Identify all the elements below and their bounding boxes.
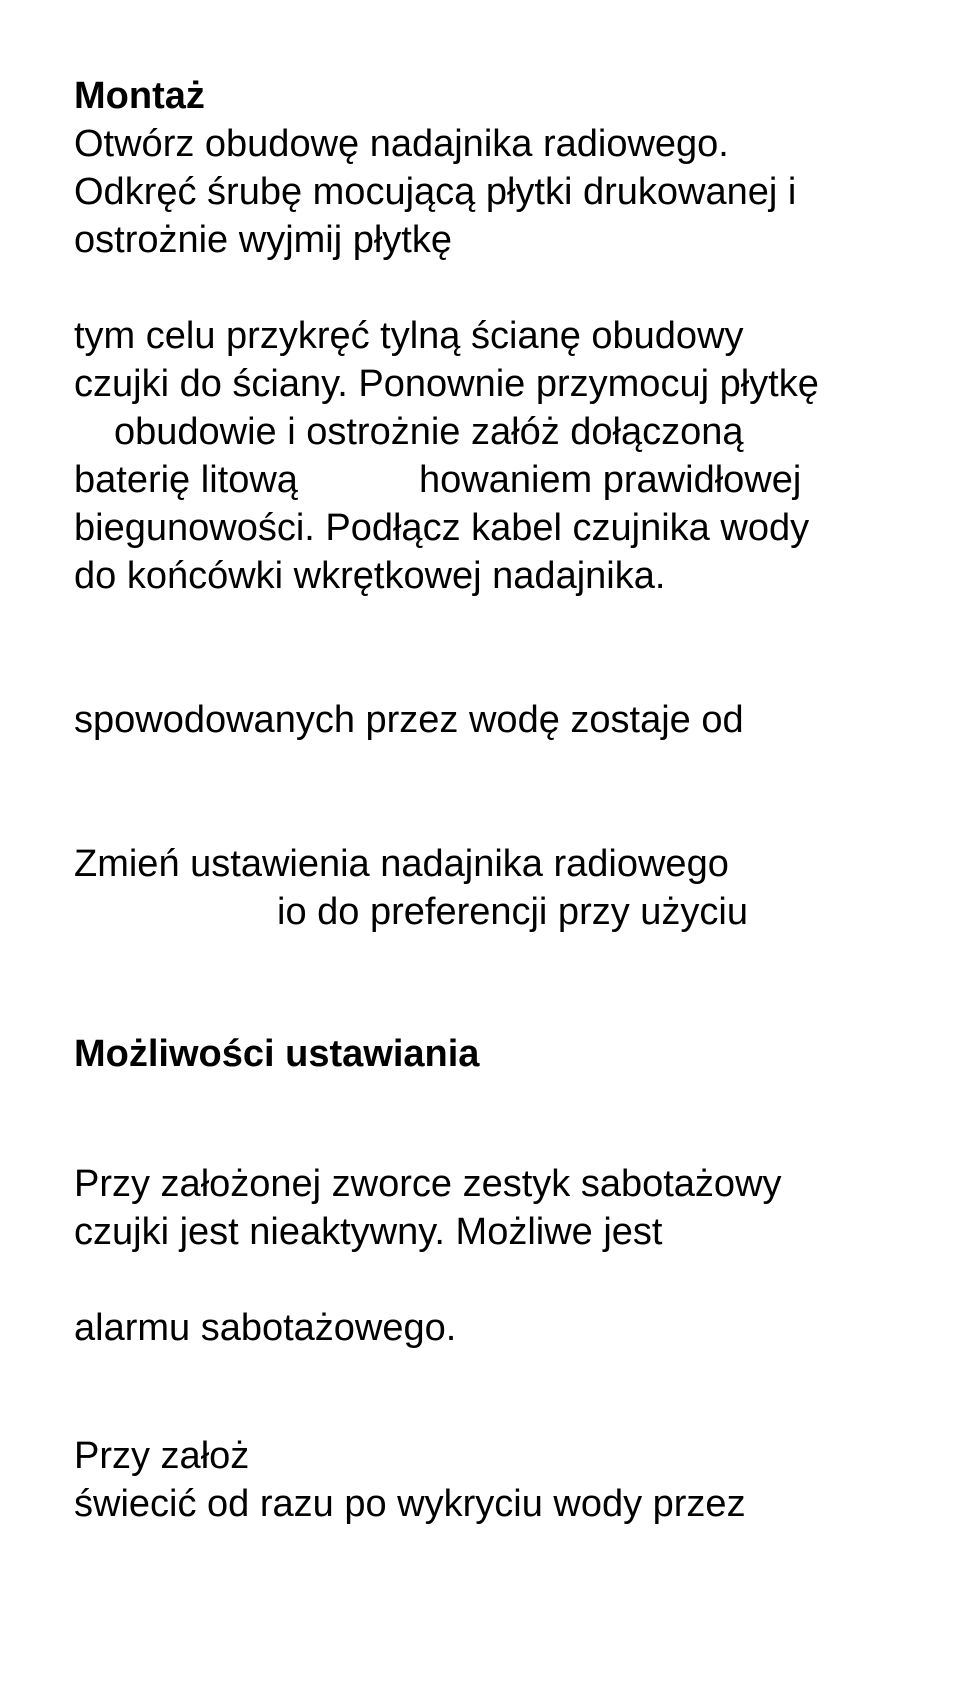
heading-montaz: Montaż bbox=[74, 75, 205, 117]
text-line: biegunowości. Podłącz kabel czujnika wody bbox=[74, 507, 810, 549]
text-line: Przy założonej zworce zestyk sabotażowy bbox=[74, 1163, 782, 1205]
text-line: Zmień ustawienia nadajnika radiowego bbox=[74, 843, 729, 885]
heading-mozliwosci-ustawiania: Możliwości ustawiania bbox=[74, 1033, 480, 1075]
text-line: świecić od razu po wykryciu wody przez bbox=[74, 1483, 746, 1525]
text-line: Otwórz obudowę nadajnika radiowego. bbox=[74, 123, 729, 165]
text-line: obudowie i ostrożnie załóż dołączoną bbox=[114, 411, 744, 453]
text-line: io do preferencji przy użyciu bbox=[277, 891, 748, 933]
text-line: howaniem prawidłowej bbox=[419, 459, 802, 501]
text-line: baterię litową bbox=[74, 459, 298, 501]
text-line: Przy założ bbox=[74, 1435, 250, 1477]
text-line: do końcówki wkrętkowej nadajnika. bbox=[74, 555, 666, 597]
text-line: spowodowanych przez wodę zostaje od bbox=[74, 699, 744, 741]
text-line: tym celu przykręć tylną ścianę obudowy bbox=[74, 315, 744, 357]
text-line: alarmu sabotażowego. bbox=[74, 1307, 457, 1349]
text-line: ostrożnie wyjmij płytkę bbox=[74, 219, 452, 261]
text-line: czujki do ściany. Ponownie przymocuj płytkę bbox=[74, 363, 819, 405]
text-line: czujki jest nieaktywny. Możliwe jest bbox=[74, 1211, 663, 1253]
text-line: Odkręć śrubę mocującą płytki drukowanej i bbox=[74, 171, 797, 213]
